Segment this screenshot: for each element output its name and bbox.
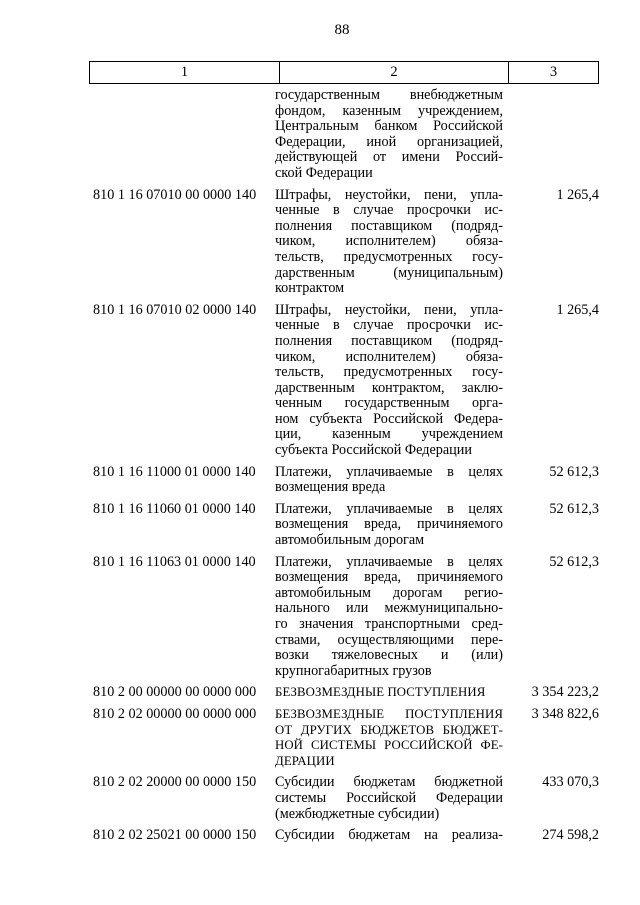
description-line: возмещения вреда [275,479,386,496]
amount: 52 612,3 [549,463,599,480]
description-line: Федерации, иной организацией, [275,133,503,150]
header-col-2: 2 [280,62,509,84]
description-line: Субсидии бюджетам бюджетной [275,774,503,791]
revenue-description [275,828,503,844]
revenue-description [275,707,503,769]
description-line: ОТ ДРУГИХ БЮДЖЕТОВ БЮДЖЕТ- [275,722,503,737]
amount: 3 348 822,6 [531,705,599,722]
amount: 3 354 223,2 [531,684,599,701]
description-line: Штрафы, неустойки, пени, упла- [275,301,503,318]
description-line: чиком, исполнителем) обяза- [275,348,503,365]
description-line: автомобильным дорогам [275,532,425,549]
description-line: тельств, предусмотренных госу- [275,248,503,265]
description-line: ской Федерации [275,164,373,181]
amount: 1 265,4 [556,186,599,203]
revenue-description [275,685,503,701]
description-line: Штрафы, неустойки, пени, упла- [275,186,503,203]
budget-code: 810 2 02 20000 00 0000 150 [93,774,257,791]
amount: 52 612,3 [549,500,599,517]
budget-code: 810 2 02 00000 00 0000 000 [93,705,257,722]
description-line: БЕЗВОЗМЕЗДНЫЕ ПОСТУПЛЕНИЯ [275,706,503,721]
revenue-description [275,188,503,297]
description-line: государственным внебюджетным [275,87,503,103]
budget-code: 810 1 16 07010 00 0000 140 [93,186,257,203]
description-line: ченные в случае просрочки ис- [275,317,503,334]
revenue-description [275,465,503,496]
description-line: ченные в случае просрочки ис- [275,202,503,219]
budget-code: 810 1 16 11060 01 0000 140 [93,500,256,517]
description-line: действующей от имени Россий- [275,149,503,166]
description-line: Центральным банком Российской [275,118,503,135]
description-line: возмещения вреда, причиняемого [275,569,503,586]
table-row [89,502,601,549]
description-line: Платежи, уплачиваемые в целях [275,463,503,480]
budget-code: 810 2 02 25021 00 0000 150 [93,827,257,844]
description-line: ствами, осуществляющими пере- [275,631,503,648]
budget-code: 810 1 16 07010 02 0000 140 [93,301,257,318]
table-row [89,685,601,701]
budget-code: 810 1 16 11063 01 0000 140 [93,553,256,570]
table-row [89,775,601,822]
table-row [89,188,601,297]
description-line: автомобильным дорогам регио- [275,584,503,601]
description-line: НОЙ СИСТЕМЫ РОССИЙСКОЙ ФЕ- [275,738,503,753]
description-line: полнения поставщиком (подряд- [275,217,503,234]
description-line: ном субъекта Российской Федера- [275,410,503,427]
budget-code [89,88,275,182]
description-line: Платежи, уплачиваемые в целях [275,500,503,517]
description-line: го значения транспортными сред- [275,616,503,632]
amount: 52 612,3 [549,553,599,570]
description-line: дарственным (муниципальным) [275,264,503,281]
description-line: ченным государственным орга- [275,395,503,412]
header-col-3: 3 [509,62,599,84]
description-line: Платежи, уплачиваемые в целях [275,553,503,570]
table-row [89,555,601,680]
amount: 1 265,4 [556,301,599,318]
description-line: (межбюджетные субсидии) [275,805,440,822]
description-line: контрактом [275,280,345,297]
revenue-description [275,303,503,459]
description-line: ДЕРАЦИИ [275,753,335,768]
description-line: дарственным контрактом, заклю- [275,379,503,396]
description-line: системы Российской Федерации [275,789,503,806]
table-row [89,465,601,496]
revenue-description [275,88,503,182]
amount [503,88,601,182]
table-header [89,61,599,84]
table-row [89,828,601,844]
amount: 433 070,3 [542,774,599,791]
description-line: чиком, исполнителем) обяза- [275,233,503,250]
description-line: ции, казенным учреждением [275,426,503,443]
description-line: субъекта Российской Федерации [275,442,472,459]
description-line: Субсидии бюджетам на реализа- [275,827,503,844]
description-line: фондом, казенным учреждением, [275,102,503,119]
description-line: полнения поставщиком (подряд- [275,332,503,349]
description-line: возки тяжеловесных и (или) [275,647,503,664]
table-row [89,88,601,182]
description-line: крупногабаритных грузов [275,662,432,679]
description-line: возмещения вреда, причиняемого [275,516,503,533]
description-line: БЕЗВОЗМЕЗДНЫЕ ПОСТУПЛЕНИЯ [275,685,486,700]
table-body [89,88,601,850]
revenue-description [275,555,503,680]
revenue-description [275,502,503,549]
budget-code: 810 1 16 11000 01 0000 140 [93,463,256,480]
description-line: нального или межмуниципально- [275,600,503,617]
header-col-1: 1 [90,62,280,84]
description-line: тельств, предусмотренных госу- [275,364,503,381]
amount: 274 598,2 [542,827,599,844]
page-number: 88 [334,22,350,38]
revenue-description [275,775,503,822]
table-row [89,303,601,459]
table-row [89,707,601,769]
budget-code: 810 2 00 00000 00 0000 000 [93,684,257,701]
